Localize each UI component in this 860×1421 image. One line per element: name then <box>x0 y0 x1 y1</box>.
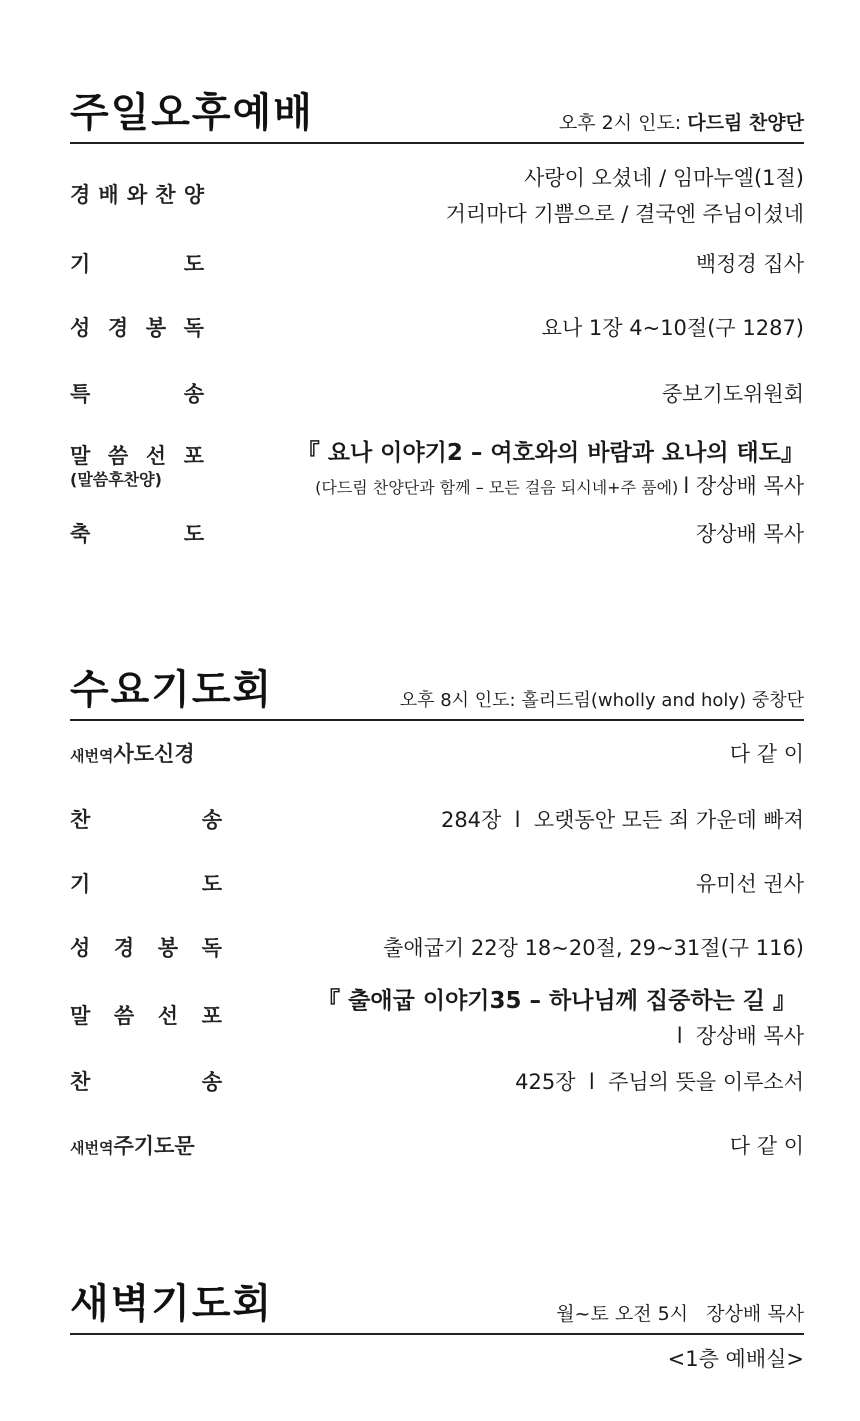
row-sublabel: (말씀후찬양) <box>70 470 162 489</box>
row-label: 새번역주기도문 <box>70 1134 195 1158</box>
sermon-preacher: l 장상배 목사 <box>683 474 804 498</box>
row-label: 기 도 <box>70 872 222 896</box>
row-label: 찬 송 <box>70 1070 222 1094</box>
row-value: 사랑이 오셨네 / 임마누엘(1절) <box>524 166 804 190</box>
row-label: 새번역사도신경 <box>70 742 195 766</box>
row-value: 장상배 목사 <box>695 522 804 546</box>
row-label: 경 배 와 찬 양 <box>70 183 204 207</box>
sermon-preacher: l 장상배 목사 <box>676 1024 804 1048</box>
row-label: 특 송 <box>70 382 204 406</box>
sunday-service <box>70 82 804 144</box>
wednesday-service <box>70 659 804 721</box>
sunday-title: 주일오후예배 <box>70 90 314 136</box>
sermon-title: 『 요나 이야기2 – 여호와의 바람과 요나의 태도』 <box>296 440 804 466</box>
row-value: 요나 1장 4~10절(구 1287) <box>541 316 804 340</box>
row-value: 거리마다 기쁨으로 / 결국엔 주님이셨네 <box>445 202 804 226</box>
row-label: 축 도 <box>70 522 204 546</box>
row-value: 출애굽기 22장 18~20절, 29~31절(구 116) <box>383 936 804 960</box>
row-value: 다 같 이 <box>729 742 804 766</box>
dawn-location: <1층 예배실> <box>667 1347 804 1371</box>
row-value: 425장 l 주님의 뜻을 이루소서 <box>515 1070 804 1094</box>
sermon-title: 『 출애굽 이야기35 – 하나님께 집중하는 길 』 <box>317 988 796 1014</box>
row-label: 찬 송 <box>70 808 222 832</box>
row-label: 말 씀 선 포 <box>70 1004 222 1028</box>
dawn-meta: 월~토 오전 5시 장상배 목사 <box>556 1303 804 1325</box>
row-label: 성 경 봉 독 <box>70 936 222 960</box>
sunday-time: 오후 2시 인도: <box>558 112 682 134</box>
sermon-detail-line <box>315 470 804 500</box>
wednesday-meta: 오후 8시 인도: 홀리드림(wholly and holy) 중창단 <box>399 690 804 711</box>
dawn-title: 새벽기도회 <box>70 1281 274 1327</box>
sunday-leader: 다드림 찬양단 <box>687 112 804 134</box>
row-label: 기 도 <box>70 252 204 276</box>
dawn-header <box>70 1273 804 1335</box>
row-value: 중보기도위원회 <box>661 382 804 406</box>
sermon-detail: (다드림 찬양단과 함께 – 모든 걸음 되시네+주 품에) <box>315 478 679 497</box>
row-value: 유미선 권사 <box>695 872 804 896</box>
row-value: 백정경 집사 <box>695 252 804 276</box>
wednesday-title: 수요기도회 <box>70 667 274 713</box>
wednesday-header <box>70 659 804 721</box>
row-value: 284장 l 오랫동안 모든 죄 가운데 빠져 <box>440 808 804 832</box>
row-label: 말 씀 선 포 <box>70 444 204 468</box>
row-label: 성 경 봉 독 <box>70 316 204 340</box>
sunday-meta <box>559 108 804 135</box>
row-value: 다 같 이 <box>729 1134 804 1158</box>
sunday-header <box>70 82 804 144</box>
dawn-service <box>70 1273 804 1371</box>
